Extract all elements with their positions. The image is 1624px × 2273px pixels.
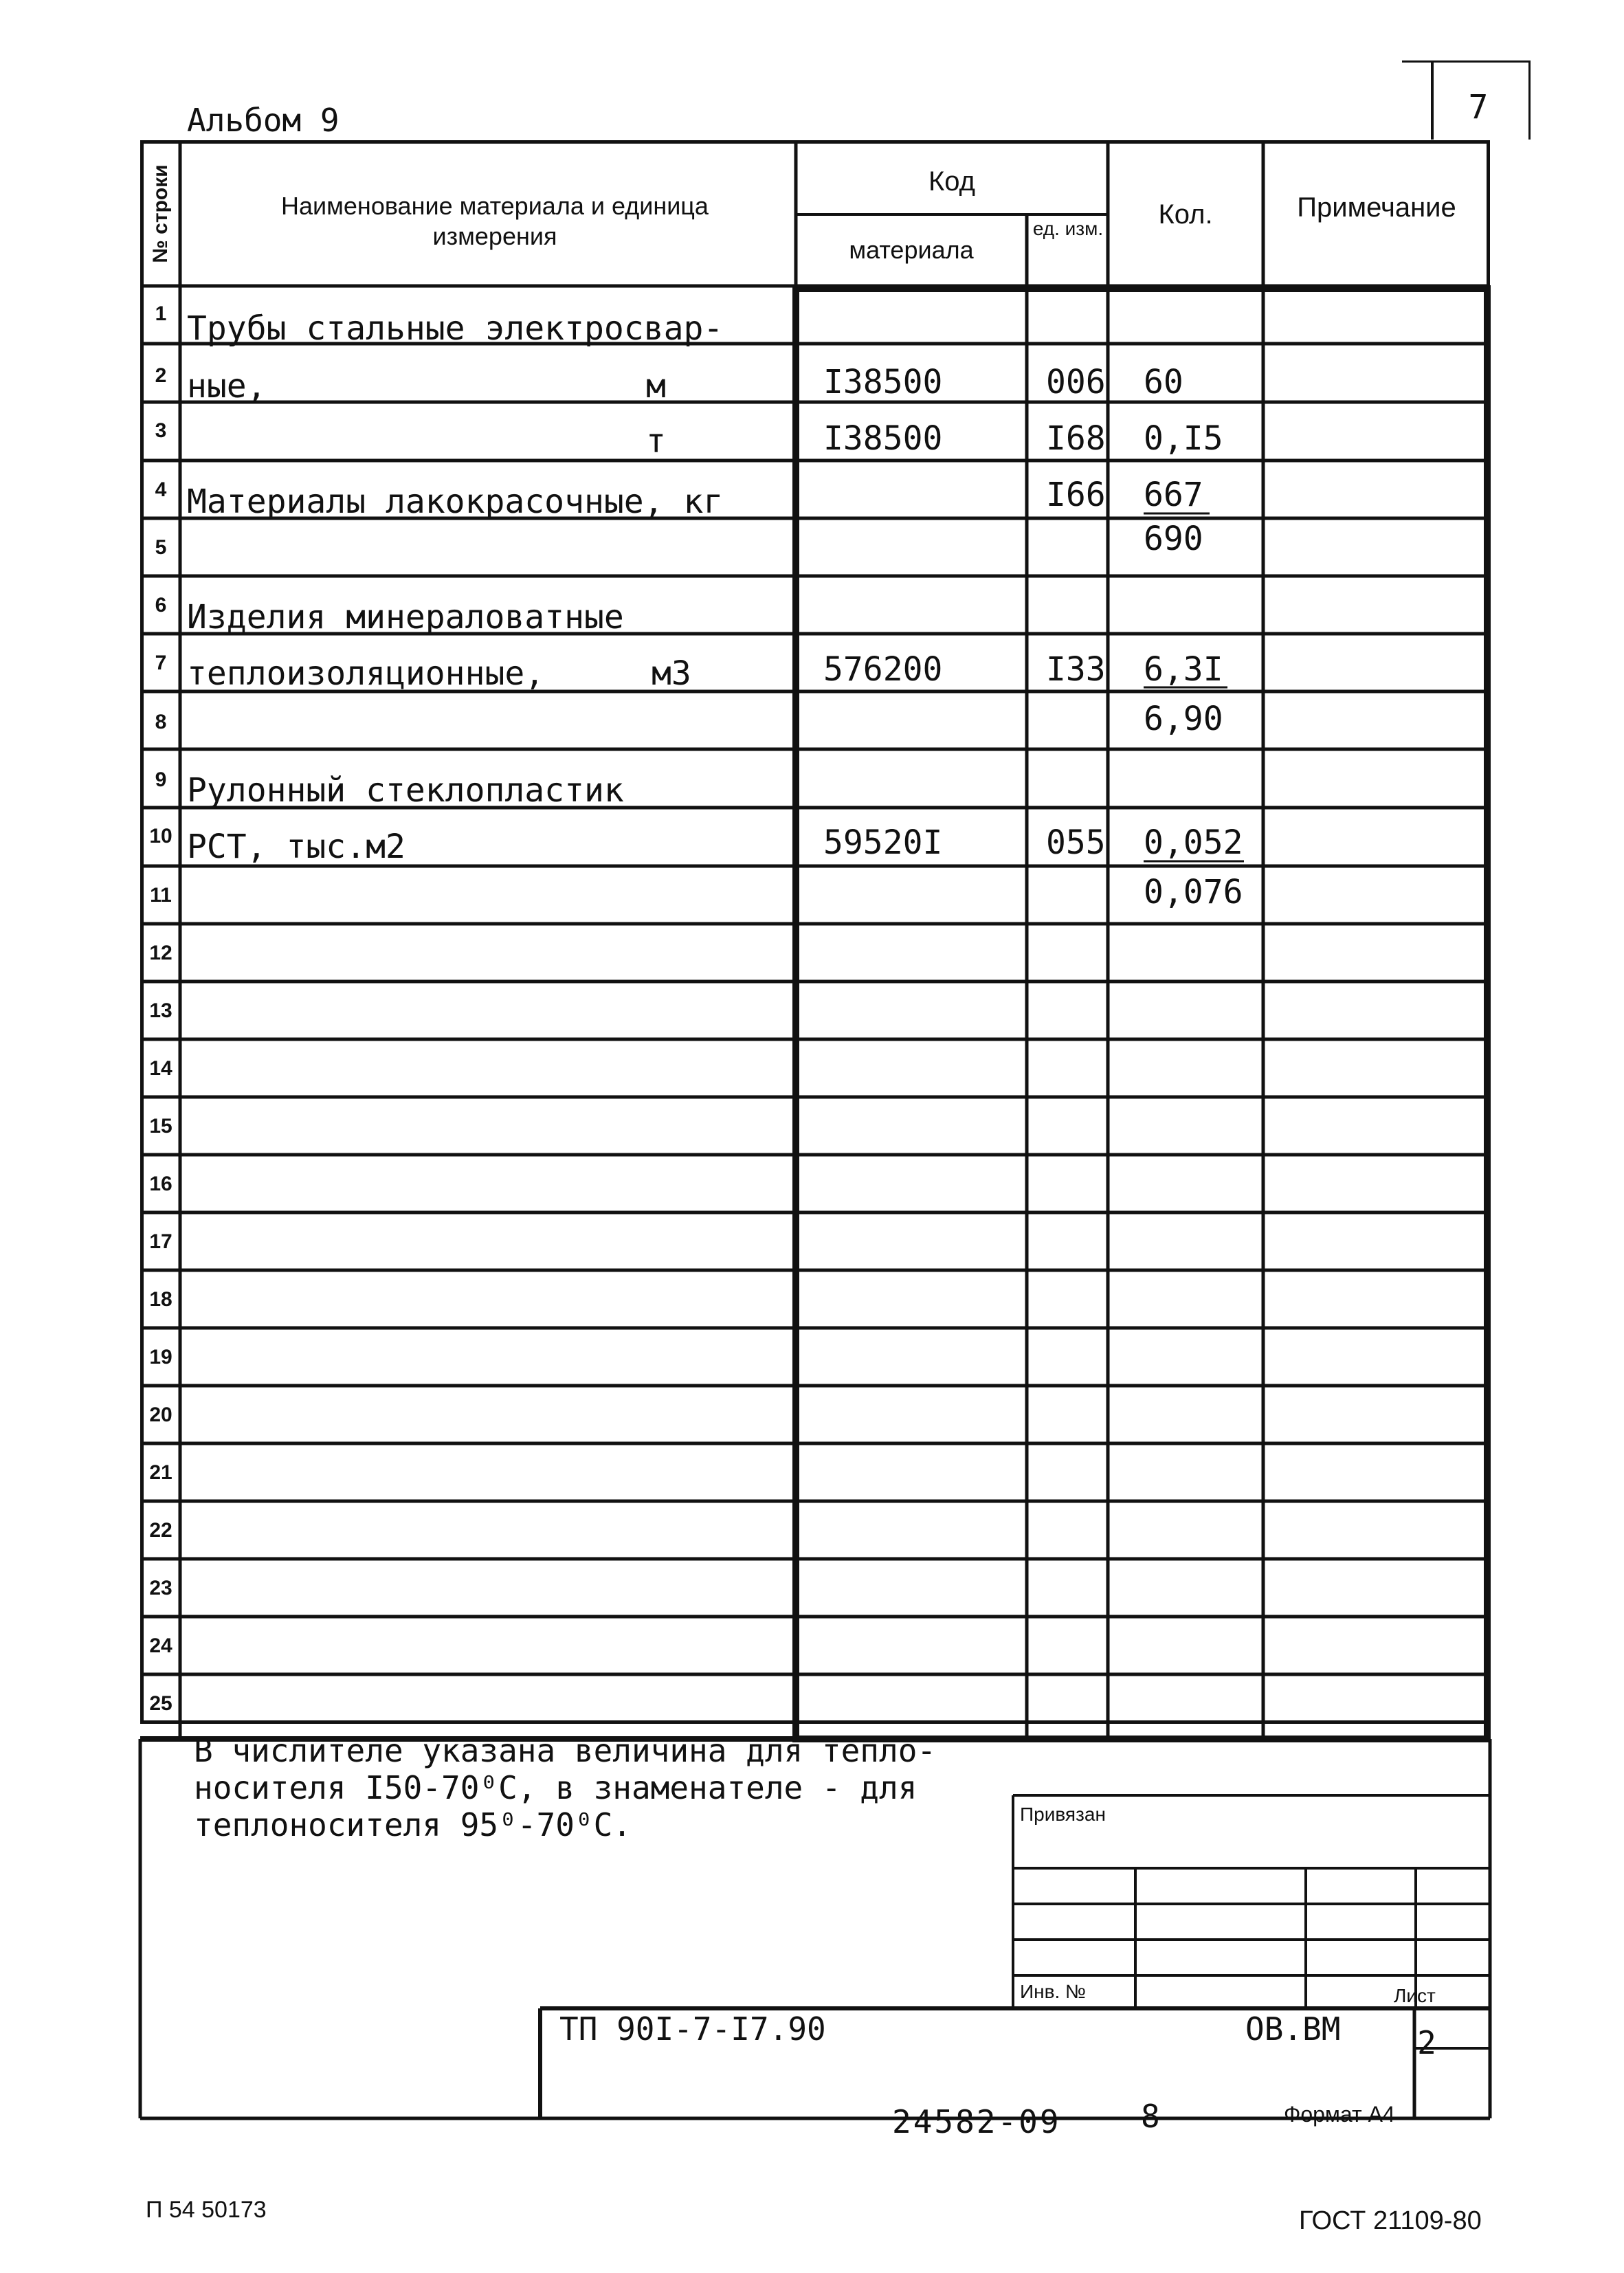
row-number: 15 [149, 1115, 173, 1138]
row-name: Материалы лакокрасочные, кг [187, 483, 724, 521]
row-number: 23 [149, 1577, 173, 1599]
header-rownum: № строки [149, 164, 172, 263]
row-quantity: 690 [1144, 520, 1203, 558]
row-material-code: 576200 [823, 650, 943, 689]
row-unit-code: I66 [1046, 476, 1106, 514]
footnote [194, 1732, 936, 1843]
header-code-material: материала [849, 236, 974, 264]
row-name: теплоизоляционные, [187, 654, 545, 693]
row-number: 4 [155, 478, 167, 501]
row-number: 18 [149, 1288, 173, 1311]
row-unit-code: I33 [1046, 650, 1106, 689]
page-number: 8 [1141, 2098, 1160, 2135]
header-qty: Кол. [1158, 199, 1213, 230]
row-unit-code: 055 [1046, 823, 1106, 862]
header-rownum-cell [142, 142, 180, 286]
row-number: 25 [149, 1692, 173, 1715]
row-number: 21 [149, 1461, 173, 1484]
sheet-number: 7 [1468, 88, 1489, 126]
document-code: ТП 90I-7-I7.90 [559, 2010, 826, 2048]
inventory-number-label: Инв. № [1020, 1981, 1087, 2002]
row-number: 20 [149, 1404, 173, 1426]
row-number: 10 [149, 825, 173, 847]
row-number: 1 [155, 302, 167, 325]
row-number: 2 [155, 364, 167, 387]
row-number: 14 [149, 1057, 173, 1080]
row-name: Трубы стальные электросвар- [187, 309, 724, 348]
row-quantity: 0,076 [1144, 873, 1243, 911]
row-quantity: 6,90 [1144, 700, 1223, 738]
header-code-unit: ед. изм. [1032, 218, 1104, 239]
privyazan-label: Привязан [1020, 1804, 1106, 1825]
footnote-line: носителя I50-70⁰С, в знаменателе - для [194, 1769, 917, 1806]
row-number: 24 [149, 1634, 173, 1657]
row-quantity: 0,052 [1144, 823, 1243, 862]
copy-code: 24582-09 [892, 2103, 1061, 2140]
row-number: 5 [155, 536, 167, 559]
row-number: 17 [149, 1230, 173, 1253]
row-name: РСТ, тыс.м2 [187, 828, 405, 866]
header-code: Код [928, 166, 975, 197]
sheet-label: Лист [1394, 1985, 1436, 2006]
row-name: Изделия минераловатные [187, 598, 624, 636]
sheet-value: 2 [1417, 2024, 1436, 2061]
row-number: 22 [149, 1519, 173, 1542]
stamp-right: ГОСТ 21109-80 [1299, 2206, 1482, 2235]
row-number: 11 [150, 884, 172, 907]
row-number: 13 [149, 999, 173, 1022]
row-unit-code: 006 [1046, 363, 1106, 401]
row-number: 7 [155, 652, 167, 674]
footnote-line: теплоносителя 95⁰-70⁰С. [194, 1806, 632, 1843]
row-number: 16 [149, 1173, 173, 1195]
row-number: 12 [149, 942, 173, 964]
row-name: Рулонный стеклопластик [187, 771, 624, 810]
album-title: Альбом 9 [187, 102, 340, 139]
row-material-code: I38500 [823, 363, 943, 401]
header-name: Наименование материала и единица измерения [281, 192, 709, 250]
row-quantity: 60 [1144, 363, 1183, 401]
row-unit-symbol: м3 [652, 654, 691, 693]
row-material-code: 59520I [823, 823, 943, 862]
stamp-left: П 54 50173 [146, 2197, 267, 2223]
row-name: ные, [187, 367, 267, 406]
row-quantity: 0,I5 [1144, 419, 1223, 458]
header-note: Примечание [1297, 192, 1456, 223]
row-quantity: 667 [1144, 476, 1203, 514]
row-number: 9 [155, 768, 167, 791]
row-unit-symbol: т [646, 422, 666, 461]
row-material-code: I38500 [823, 419, 943, 458]
row-unit-symbol: м [646, 367, 666, 406]
row-unit-code: I68 [1046, 419, 1106, 458]
footnote-line: В числителе указана величина для тепло- [194, 1732, 937, 1769]
format-label: Формат А4 [1284, 2102, 1395, 2127]
document-mark: ОВ.ВМ [1245, 2010, 1341, 2048]
row-number: 3 [155, 419, 167, 442]
row-quantity: 6,3I [1144, 650, 1223, 689]
row-number: 19 [149, 1346, 173, 1368]
row-number: 8 [155, 711, 167, 733]
row-number: 6 [155, 594, 167, 617]
